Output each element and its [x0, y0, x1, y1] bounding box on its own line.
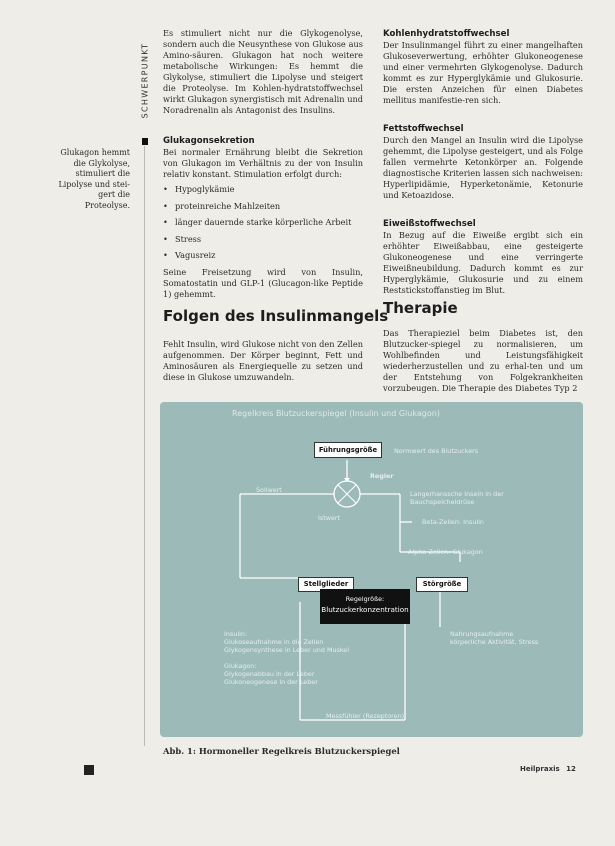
glukagon-intro: Bei normaler Ernährung bleibt die Sekretion von Glukagon im Verhältnis zu der von Insulin relativ konstant. Stimulation erfolgt durch:: [163, 147, 363, 179]
effects-right-block: Nahrungsaufnahme körperliche Aktivität, Stress: [450, 630, 539, 646]
eiweiss-heading: Eiweißstoffwechsel: [383, 219, 476, 229]
effects-left-block: Insulin: Glukoseaufnahme in die Zellen Glykogensynthese in Leber und Muskel Glukagon: Glykogenabbau in der Leber Glukoneogenese in der Leber: [224, 630, 350, 686]
list-item: • Stress: [163, 231, 363, 248]
istwert-label: Istwert: [318, 514, 341, 522]
regler-label: Regler: [370, 472, 394, 480]
sollwert-label: Sollwert: [256, 486, 282, 494]
regelgroesse-label: Regelgröße:: [345, 595, 385, 603]
footer-journal-name: Heilpraxis: [520, 765, 560, 773]
regelgroesse-value: Blutzuckerkonzentration: [321, 605, 409, 614]
col1-paragraph: Es stimuliert nicht nur die Glykogenolyse, sondern auch die Neusynthese von Glukose aus Amino-säuren. Glukagon hat noch weitere metabolische Wirkungen: Es hemmt die Glykolyse, stimuliert die Lipolyse und steigert die Proteolyse. Im Kohlen-hydratstoffwechsel wirkt Glukagon synergistisch mit Adrenalin und Noradrenalin als Antagonist des Insulins.: [163, 28, 363, 115]
fett-text: Durch den Mangel an Insulin wird die Lipolyse gehemmt, die Lipolyse gesteigert, und als Folge fallen vermehrte Ketonkörper an. Folgende diagnostische Kriterien lassen sich nachweisen: Hyperlipidämie, Hyperketonämie, Ketonurie und Ketoazidose.: [383, 135, 583, 200]
glukagon-outro: Seine Freisetzung wird von Insulin, Somatostatin und GLP-1 (Glucagon-like Peptide 1) gehemmt.: [163, 267, 363, 299]
diagram-title: Regelkreis Blutzuckerspiegel (Insulin und Glukagon): [232, 409, 440, 418]
eiweiss-text: In Bezug auf die Eiweiße ergibt sich ein erhöhter Eiweißabbau, eine gesteigerte Glukoneogenese und eine verringerte Eiweißneubildung. Dadurch kommt es zur Hyperglykämie, Glukosurie und zu einem Reststickstoffanstieg im Blut.: [383, 230, 583, 295]
kh-heading: Kohlenhydratstoffwechsel: [383, 29, 510, 39]
footer-corner-marker: [84, 765, 94, 775]
column-rule: [144, 146, 145, 746]
fuehrungsgroesse-box: Führungsgröße: [314, 442, 382, 458]
glukagon-heading: Glukagonsekretion: [163, 136, 255, 146]
therapie-text: Das Therapieziel beim Diabetes ist, den Blutzucker-spiegel zu normalisieren, um Wohlbefinden und Leistungsfähigkeit wiederherzustellen und zu erhal-ten und um der Entstehung von Folgekrankheiten vorzubeugen. Die Therapie des Diabetes Typ 2: [383, 328, 583, 393]
footer-journal: [520, 765, 576, 773]
regler-note-2: Beta-Zellen: Insulin: [422, 518, 484, 526]
stellglieder-box: Stellglieder: [298, 577, 354, 592]
regler-note-3: Alpha-Zellen: Glukagon: [408, 548, 483, 556]
therapie-heading: Therapie: [383, 299, 458, 317]
regelgroesse-box: [320, 589, 410, 624]
list-item: • Vagusreiz: [163, 247, 363, 264]
fett-heading: Fettstoffwechsel: [383, 124, 464, 134]
list-item: • proteinreiche Mahlzeiten: [163, 198, 363, 215]
regler-note-1: Langerhanssche Inseln in der Bauchspeicheldrüse: [410, 490, 504, 506]
folgen-text: Fehlt Insulin, wird Glukose nicht von den Zellen aufgenommen. Der Körper beginnt, Fett und Aminosäuren als Energiequelle zu setzen und diese in Glukose umzuwandeln.: [163, 339, 363, 382]
figure-caption: Abb. 1: Hormoneller Regelkreis Blutzuckerspiegel: [163, 746, 400, 756]
fuehrungsgroesse-note: Normwert des Blutzuckers: [394, 447, 479, 455]
section-marker: [142, 138, 148, 145]
list-item: • länger dauernde starke körperliche Arbeit: [163, 214, 363, 231]
stoergroesse-box: Störgröße: [416, 577, 468, 592]
footer-page-number: 12: [566, 765, 576, 773]
section-side-label: SCHWERPUNKT: [140, 42, 150, 119]
glukagon-stimuli-list: [163, 181, 363, 264]
regelkreis-diagram: [160, 402, 583, 737]
list-item: • Hypoglykämie: [163, 181, 363, 198]
kh-text: Der Insulinmangel führt zu einer mangelhaften Glukoseverwertung, erhöhter Glukoneogenese und einer vermehrten Glykogenolyse. Dadurch kommt es zur Hyperglykämie und Glukosurie. Die ersten Anzeichen für einen Diabetes mellitus manifestie-ren sich.: [383, 40, 583, 105]
folgen-heading: Folgen des Insulinmangels: [163, 307, 389, 325]
margin-note: Glukagon hemmt die Glykolyse, stimuliert die Lipolyse und stei-gert die Proteolyse.: [58, 148, 130, 210]
messfuehler-label: Messfühler (Rezeptoren): [326, 712, 405, 720]
